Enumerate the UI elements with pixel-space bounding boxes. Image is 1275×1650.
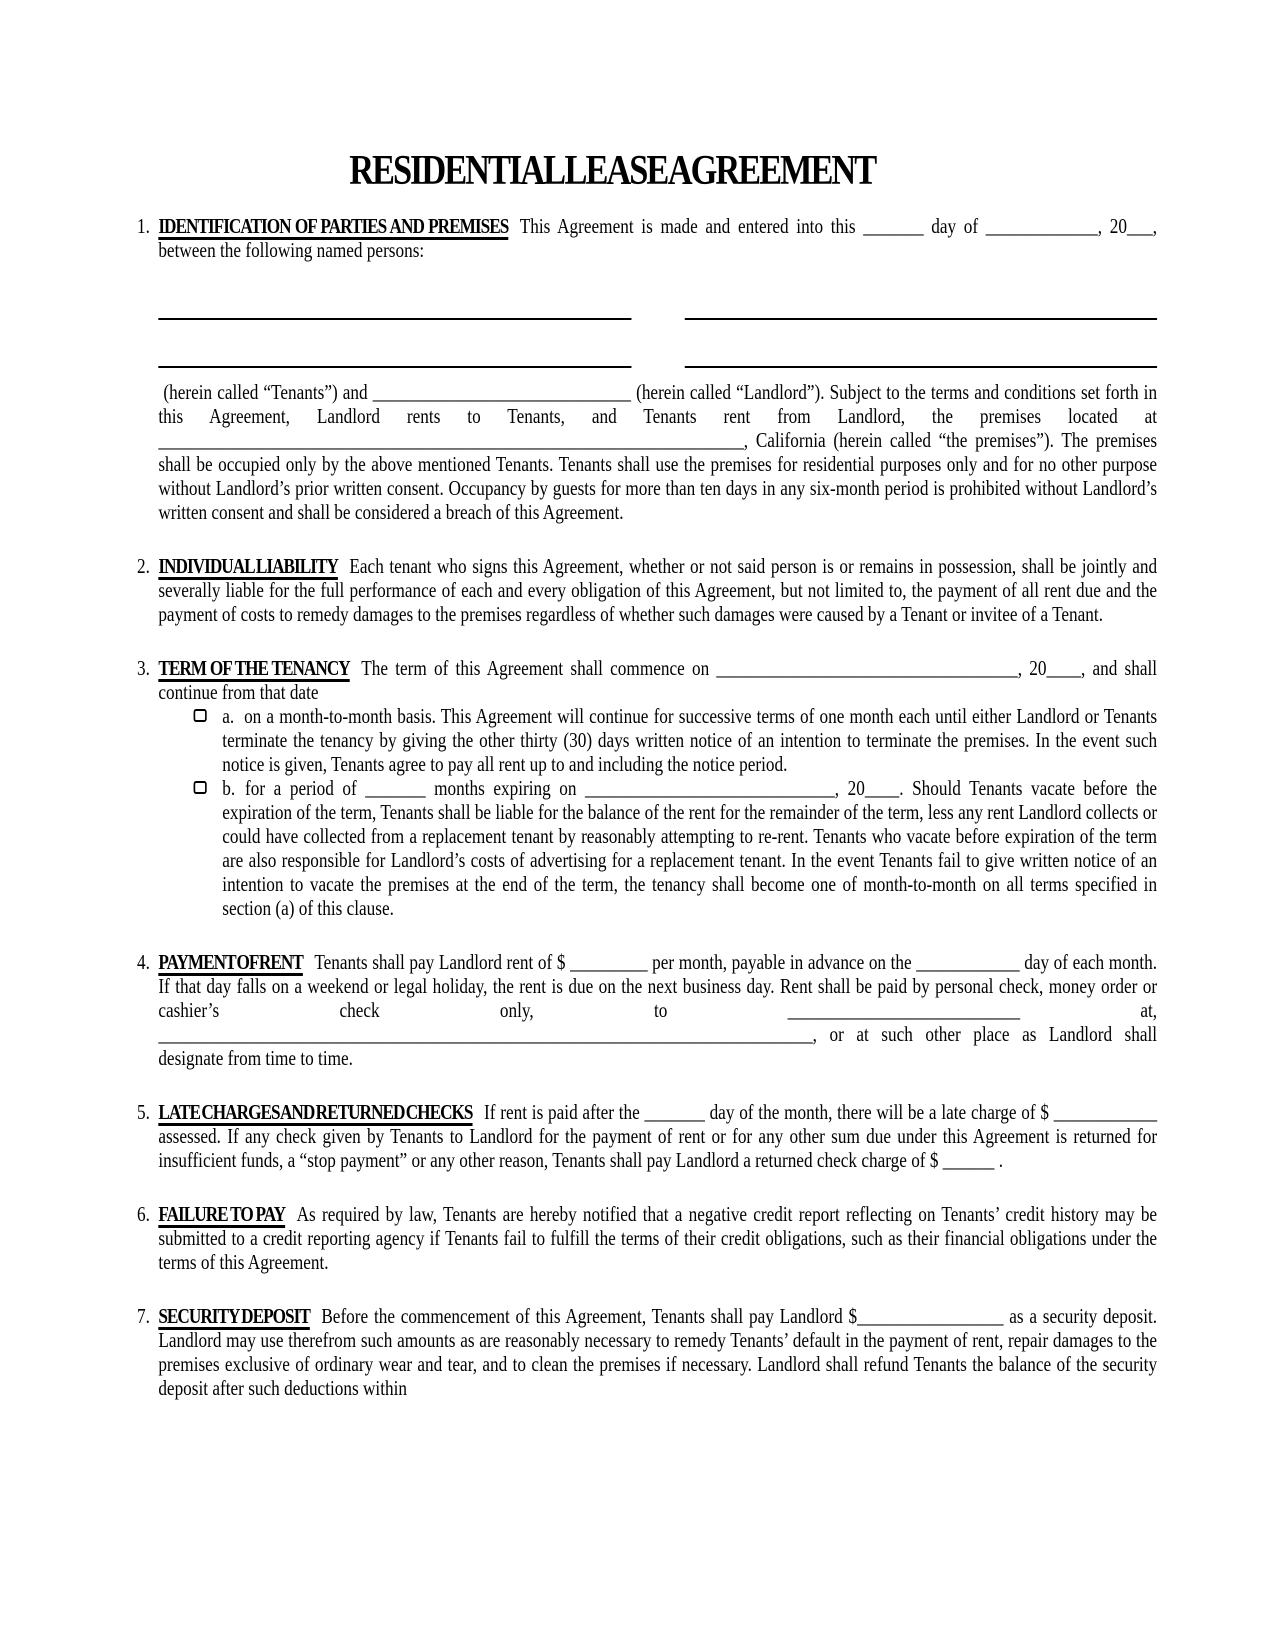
section-heading: IDENTIFICATION OF PARTIES AND PREMISES bbox=[158, 214, 509, 238]
name-lines-row-1 bbox=[158, 318, 1157, 320]
checkbox-icon bbox=[194, 781, 207, 794]
section-body bbox=[158, 1202, 1157, 1274]
section-body bbox=[158, 1100, 1157, 1172]
section-body bbox=[158, 214, 1157, 524]
section-heading: PAYMENT OF RENT bbox=[158, 950, 303, 974]
term-option-b bbox=[222, 776, 1157, 920]
section-paragraph bbox=[158, 214, 1157, 262]
term-option-a bbox=[222, 704, 1157, 776]
section-number: 1. bbox=[137, 214, 150, 238]
section-paragraph bbox=[158, 656, 1157, 704]
section-payment-of-rent bbox=[137, 950, 1157, 1070]
section-heading: SECURITY DEPOSIT bbox=[158, 1304, 310, 1328]
section-heading: LATE CHARGES AND RETURNED CHECKS bbox=[158, 1100, 473, 1124]
section-body bbox=[158, 656, 1157, 920]
section-number: 6. bbox=[137, 1202, 150, 1226]
section-number: 7. bbox=[137, 1304, 150, 1328]
section-individual-liability bbox=[137, 554, 1157, 626]
section-security-deposit bbox=[137, 1304, 1157, 1400]
document-title: RESIDENTIAL LEASE AGREEMENT bbox=[349, 148, 876, 194]
section-body bbox=[158, 554, 1157, 626]
section-paragraph-continued: (herein called “Tenants”) and ______________________________ (herein called “Landlord”). Subject to the terms and conditions set forth in this Agreement, Landlord rents to Tenants, and Tenants rent from Landlord, the premises located at ____________________________________________________________________, California (herein called “the premises”). The premises shall be occupied only by the above mentioned Tenants. Tenants shall use the premises for residential purposes only and for no other purpose without Landlord’s prior written consent. Occupancy by guests for more than ten days in any six-month period is prohibited without Landlord’s written consent and shall be considered a breach of this Agreement. bbox=[158, 380, 1158, 524]
section-paragraph bbox=[158, 1304, 1157, 1400]
option-text: on a month-to-month basis. This Agreement will continue for successive terms of one month each until either Landlord or Tenants terminate the tenancy by giving the other thirty (30) days written notice of an intention to terminate the premises. In the event such notice is given, Tenants agree to pay all rent up to and including the notice period. bbox=[222, 704, 1158, 776]
section-text: If rent is paid after the _______ day of the month, there will be a late charge of $ ____________ assessed. If any check given by Tenants to Landlord for the payment of rent or for any other sum due under this Agreement is returned for insufficient funds, a “stop payment” or any other reason, Tenants shall pay Landlord a returned check charge of $ ______ . bbox=[158, 1100, 1158, 1172]
section-term-of-tenancy bbox=[137, 656, 1157, 920]
option-text: for a period of _______ months expiring on _____________________________, 20____. Should Tenants vacate before the expiration of the term, Tenants shall be liable for the balance of the rent for the remainder of the term, less any rent Landlord collects or could have collected from a replacement tenant by reasonably attempting to re-rent. Tenants who vacate before expiration of the term are also responsible for Landlord’s costs of advertising for a replacement tenant. In the event Tenants fail to give written notice of an intention to vacate the premises at the end of the term, the tenancy shall become one of month-to-month on all terms specified in section (a) of this clause. bbox=[222, 776, 1158, 920]
section-heading: FAILURE TO PAY bbox=[158, 1202, 286, 1226]
tenant-name-line-4 bbox=[684, 366, 1157, 368]
section-heading: TERM OF THE TENANCY bbox=[158, 656, 350, 680]
section-heading: INDIVIDUAL LIABILITY bbox=[158, 554, 338, 578]
section-text: This Agreement is made and entered into this _______ day of _____________, 20___, between the following named persons: bbox=[158, 214, 1158, 262]
section-number: 2. bbox=[137, 554, 150, 578]
section-text: The term of this Agreement shall commence on ___________________________________, 20____, and shall continue from that date bbox=[158, 656, 1158, 704]
name-lines-row-2 bbox=[158, 366, 1157, 368]
section-late-charges bbox=[137, 1100, 1157, 1172]
tenant-name-line-3 bbox=[158, 366, 631, 368]
section-failure-to-pay bbox=[137, 1202, 1157, 1274]
section-paragraph bbox=[158, 950, 1157, 1070]
tenant-name-line-2 bbox=[684, 318, 1157, 320]
option-label: b. bbox=[222, 776, 236, 800]
section-identification-of-parties bbox=[137, 214, 1157, 524]
section-paragraph bbox=[158, 554, 1157, 626]
section-body bbox=[158, 950, 1157, 1070]
section-paragraph bbox=[158, 1202, 1157, 1274]
checkbox-icon bbox=[194, 709, 207, 722]
section-text: Each tenant who signs this Agreement, whether or not said person is or remains in possession, shall be jointly and severally liable for the full performance of each and every obligation of this Agreement, but not limited to, the payment of all rent due and the payment of costs to remedy damages to the premises regardless of whether such damages were caused by a Tenant or invitee of a Tenant. bbox=[158, 554, 1158, 626]
section-text: Tenants shall pay Landlord rent of $ _________ per month, payable in advance on the ____________ day of each month. If that day falls on a weekend or legal holiday, the rent is due on the next business day. Rent shall be paid by personal check, money order or cashier’s check only, to ___________________________ at, ____________________________________________________________________________, or at such other place as Landlord shall designate from time to time. bbox=[158, 950, 1158, 1070]
section-text: As required by law, Tenants are hereby notified that a negative credit report reflecting on Tenants’ credit history may be submitted to a credit reporting agency if Tenants fail to fulfill the terms of their credit obligations, such as their financial obligations under the terms of this Agreement. bbox=[158, 1202, 1158, 1274]
option-label: a. bbox=[222, 704, 235, 728]
section-number: 5. bbox=[137, 1100, 150, 1124]
section-paragraph bbox=[158, 1100, 1157, 1172]
tenant-name-line-1 bbox=[158, 318, 631, 320]
section-number: 3. bbox=[137, 656, 150, 680]
section-text: Before the commencement of this Agreement, Tenants shall pay Landlord $_________________ as a security deposit. Landlord may use therefrom such amounts as are reasonably necessary to remedy Tenants’ default in the payment of rent, repair damages to the premises exclusive of ordinary wear and tear, and to clean the premises if necessary. Landlord shall refund Tenants the balance of the security deposit after such deductions within bbox=[158, 1304, 1158, 1400]
section-number: 4. bbox=[137, 950, 150, 974]
page-content bbox=[137, 148, 1157, 1400]
section-body bbox=[158, 1304, 1157, 1400]
